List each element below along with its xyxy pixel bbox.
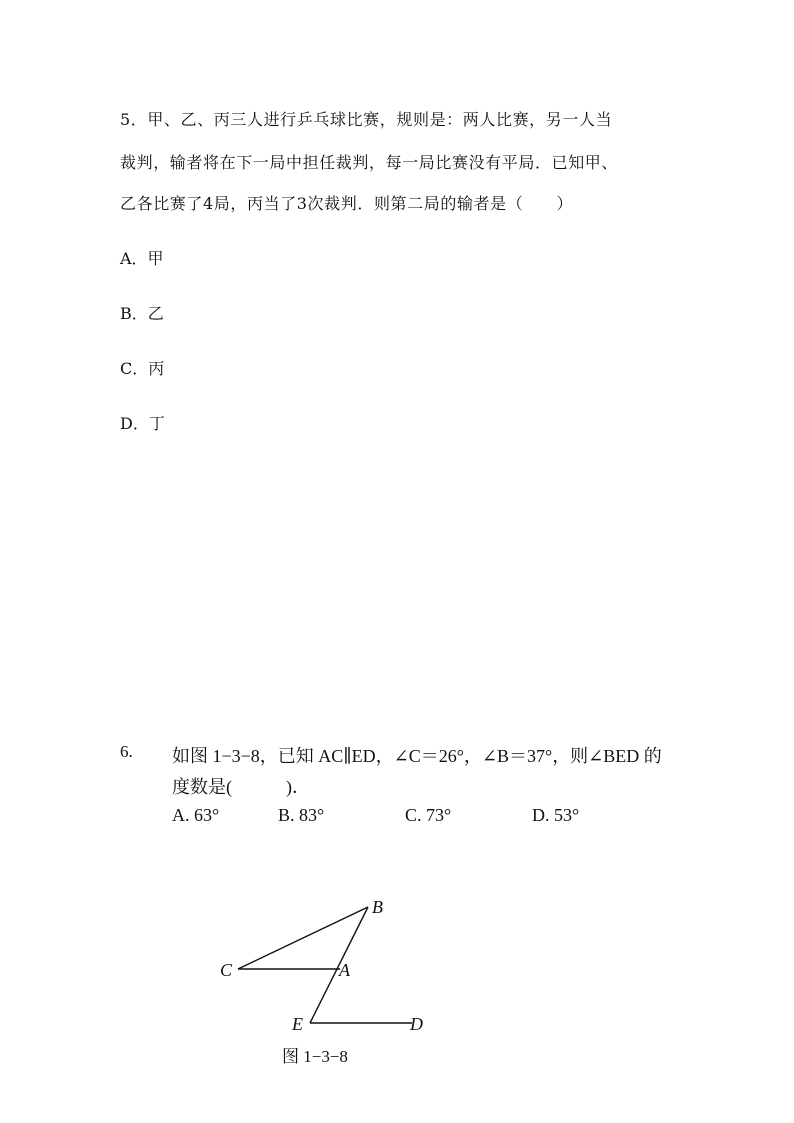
q5-option-a: A．甲: [120, 249, 164, 268]
figure-caption: 图 1−3−8: [282, 1047, 348, 1066]
q5-option-d: D．丁: [120, 414, 165, 433]
q6-option-c: C. 73°: [405, 805, 452, 825]
q6-option-b: B. 83°: [278, 805, 325, 825]
label-point-d: D: [410, 1014, 423, 1034]
label-point-a: A: [339, 960, 350, 980]
q6-stem-line-2: 度数是( )．: [172, 777, 310, 797]
q5-option-c: C．丙: [120, 359, 165, 378]
q5-stem-line-3: 乙各比赛了4局，丙当了3次裁判．则第二局的输者是（ ）: [120, 194, 574, 213]
q6-option-a: A. 63°: [172, 805, 220, 825]
q5-stem-line-2: 裁判，输者将在下一局中担任裁判，每一局比赛没有平局．已知甲、: [120, 153, 619, 172]
geometry-figure: [200, 890, 450, 1040]
label-point-e: E: [292, 1014, 303, 1034]
q6-stem-line-1: 如图 1−3−8，已知 AC∥ED，∠C＝26°，∠B＝37°，则∠BED 的: [172, 746, 662, 766]
q5-stem-line-1: 5．甲、乙、丙三人进行乒乓球比赛，规则是：两人比赛，另一人当: [120, 110, 613, 129]
q6-option-d: D. 53°: [532, 805, 580, 825]
q6-number: 6.: [120, 742, 133, 761]
q5-option-b: B．乙: [120, 304, 164, 323]
label-point-c: C: [220, 960, 233, 980]
label-point-b: B: [372, 897, 383, 917]
